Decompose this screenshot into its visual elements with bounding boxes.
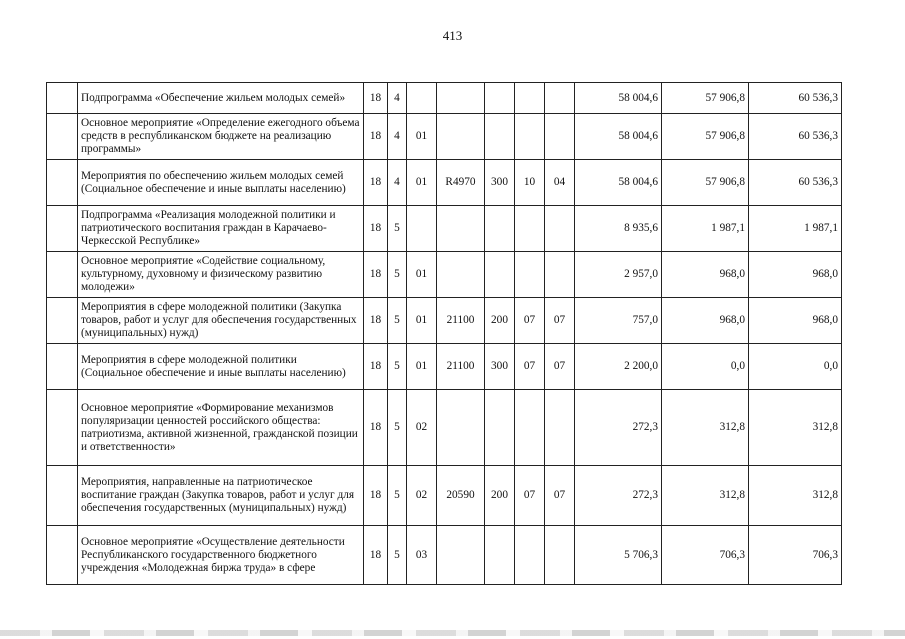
code-target-cell [437,206,485,252]
amount-year1-cell: 58 004,6 [575,83,662,114]
code-sub-cell: 5 [388,206,407,252]
code-target-cell [437,390,485,466]
code-gr-cell: 18 [364,390,388,466]
row-name-cell: Мероприятия в сфере молодежной политики (Социальное обеспечение и иные выплаты населению) [78,344,364,390]
code-sub-cell: 5 [388,390,407,466]
code-event-cell: 01 [407,344,437,390]
amount-year2-cell: 57 906,8 [662,114,749,160]
code-event-cell: 01 [407,298,437,344]
amount-year3-cell: 1 987,1 [749,206,842,252]
code-target-cell [437,114,485,160]
code-gr-cell: 18 [364,206,388,252]
row-name-cell: Основное мероприятие «Осуществление деятельности Республиканского государственного бюджетного учреждения «Молодежная биржа труда» в сфере [78,526,364,585]
code-expense-type-cell [485,526,515,585]
amount-year1-cell: 2 200,0 [575,344,662,390]
amount-year1-cell: 757,0 [575,298,662,344]
table-row [47,206,842,252]
code-expense-type-cell [485,206,515,252]
code-expense-type-cell [485,252,515,298]
amount-year3-cell: 968,0 [749,298,842,344]
table-row [47,160,842,206]
code-expense-type-cell: 300 [485,344,515,390]
row-name-cell: Основное мероприятие «Содействие социальному, культурному, духовному и физическому развитию молодежи» [78,252,364,298]
code-section-cell: 07 [515,466,545,526]
row-name-cell: Мероприятия по обеспечению жильем молодых семей (Социальное обеспечение и иные выплаты населению) [78,160,364,206]
code-subsection-cell [545,526,575,585]
code-subsection-cell [545,206,575,252]
amount-year2-cell: 706,3 [662,526,749,585]
amount-year1-cell: 58 004,6 [575,160,662,206]
code-section-cell [515,252,545,298]
code-section-cell [515,526,545,585]
amount-year1-cell: 272,3 [575,390,662,466]
code-target-cell: 21100 [437,344,485,390]
code-section-cell: 07 [515,344,545,390]
code-expense-type-cell [485,114,515,160]
table-row [47,252,842,298]
code-sub-cell: 5 [388,526,407,585]
amount-year1-cell: 8 935,6 [575,206,662,252]
table-row [47,298,842,344]
code-section-cell [515,206,545,252]
code-subsection-cell [545,114,575,160]
code-sub-cell: 5 [388,252,407,298]
code-target-cell: R4970 [437,160,485,206]
scan-artifact [0,630,905,636]
code-target-cell: 21100 [437,298,485,344]
code-section-cell: 07 [515,298,545,344]
code-gr-cell: 18 [364,83,388,114]
amount-year2-cell: 57 906,8 [662,83,749,114]
code-gr-cell: 18 [364,344,388,390]
code-event-cell: 01 [407,114,437,160]
code-expense-type-cell: 200 [485,466,515,526]
budget-table [46,82,842,585]
code-gr-cell: 18 [364,114,388,160]
amount-year3-cell: 60 536,3 [749,83,842,114]
code-event-cell: 01 [407,160,437,206]
table-body [47,83,842,585]
table-row [47,344,842,390]
row-index-cell [47,298,78,344]
amount-year3-cell: 968,0 [749,252,842,298]
row-name-cell: Подпрограмма «Реализация молодежной политики и патриотического воспитания граждан в Карачаево-Черкесской Республике» [78,206,364,252]
code-gr-cell: 18 [364,252,388,298]
row-index-cell [47,526,78,585]
code-section-cell: 10 [515,160,545,206]
table-row [47,390,842,466]
code-target-cell: 20590 [437,466,485,526]
row-name-cell: Подпрограмма «Обеспечение жильем молодых семей» [78,83,364,114]
amount-year2-cell: 1 987,1 [662,206,749,252]
code-sub-cell: 5 [388,466,407,526]
amount-year2-cell: 57 906,8 [662,160,749,206]
code-gr-cell: 18 [364,526,388,585]
code-subsection-cell: 07 [545,298,575,344]
row-index-cell [47,344,78,390]
code-subsection-cell [545,83,575,114]
code-sub-cell: 4 [388,160,407,206]
code-sub-cell: 5 [388,298,407,344]
table-row [47,114,842,160]
amount-year3-cell: 312,8 [749,390,842,466]
amount-year2-cell: 312,8 [662,466,749,526]
code-sub-cell: 5 [388,344,407,390]
code-subsection-cell: 07 [545,466,575,526]
code-event-cell [407,83,437,114]
row-index-cell [47,252,78,298]
code-gr-cell: 18 [364,298,388,344]
code-event-cell [407,206,437,252]
row-index-cell [47,390,78,466]
code-sub-cell: 4 [388,114,407,160]
amount-year1-cell: 272,3 [575,466,662,526]
row-index-cell [47,160,78,206]
amount-year2-cell: 312,8 [662,390,749,466]
code-expense-type-cell: 200 [485,298,515,344]
row-index-cell [47,206,78,252]
amount-year3-cell: 312,8 [749,466,842,526]
code-section-cell [515,390,545,466]
amount-year1-cell: 58 004,6 [575,114,662,160]
amount-year3-cell: 60 536,3 [749,160,842,206]
code-target-cell [437,252,485,298]
amount-year3-cell: 0,0 [749,344,842,390]
code-expense-type-cell: 300 [485,160,515,206]
code-expense-type-cell [485,390,515,466]
row-name-cell: Мероприятия в сфере молодежной политики (Закупка товаров, работ и услуг для обеспечения государственных (муниципальных) нужд) [78,298,364,344]
code-gr-cell: 18 [364,466,388,526]
row-index-cell [47,83,78,114]
code-gr-cell: 18 [364,160,388,206]
code-event-cell: 01 [407,252,437,298]
row-name-cell: Основное мероприятие «Формирование механизмов популяризации ценностей российского общества: патриотизма, активной жизненной, гражданской позиции и ответственности» [78,390,364,466]
amount-year1-cell: 2 957,0 [575,252,662,298]
code-section-cell [515,114,545,160]
code-event-cell: 02 [407,390,437,466]
row-name-cell: Мероприятия, направленные на патриотическое воспитание граждан (Закупка товаров, работ и услуг для обеспечения государственных (муниципальных) нужд) [78,466,364,526]
row-index-cell [47,114,78,160]
row-index-cell [47,466,78,526]
code-subsection-cell [545,252,575,298]
amount-year2-cell: 968,0 [662,298,749,344]
amount-year2-cell: 0,0 [662,344,749,390]
amount-year3-cell: 60 536,3 [749,114,842,160]
code-target-cell [437,83,485,114]
code-event-cell: 03 [407,526,437,585]
code-event-cell: 02 [407,466,437,526]
amount-year1-cell: 5 706,3 [575,526,662,585]
page-number: 413 [442,28,463,43]
amount-year2-cell: 968,0 [662,252,749,298]
row-name-cell: Основное мероприятие «Определение ежегодного объема средств в республиканском бюджете на реализацию программы» [78,114,364,160]
code-target-cell [437,526,485,585]
code-sub-cell: 4 [388,83,407,114]
code-subsection-cell: 07 [545,344,575,390]
table-row [47,466,842,526]
code-subsection-cell [545,390,575,466]
code-expense-type-cell [485,83,515,114]
table-row [47,83,842,114]
code-subsection-cell: 04 [545,160,575,206]
table-row [47,526,842,585]
code-section-cell [515,83,545,114]
amount-year3-cell: 706,3 [749,526,842,585]
